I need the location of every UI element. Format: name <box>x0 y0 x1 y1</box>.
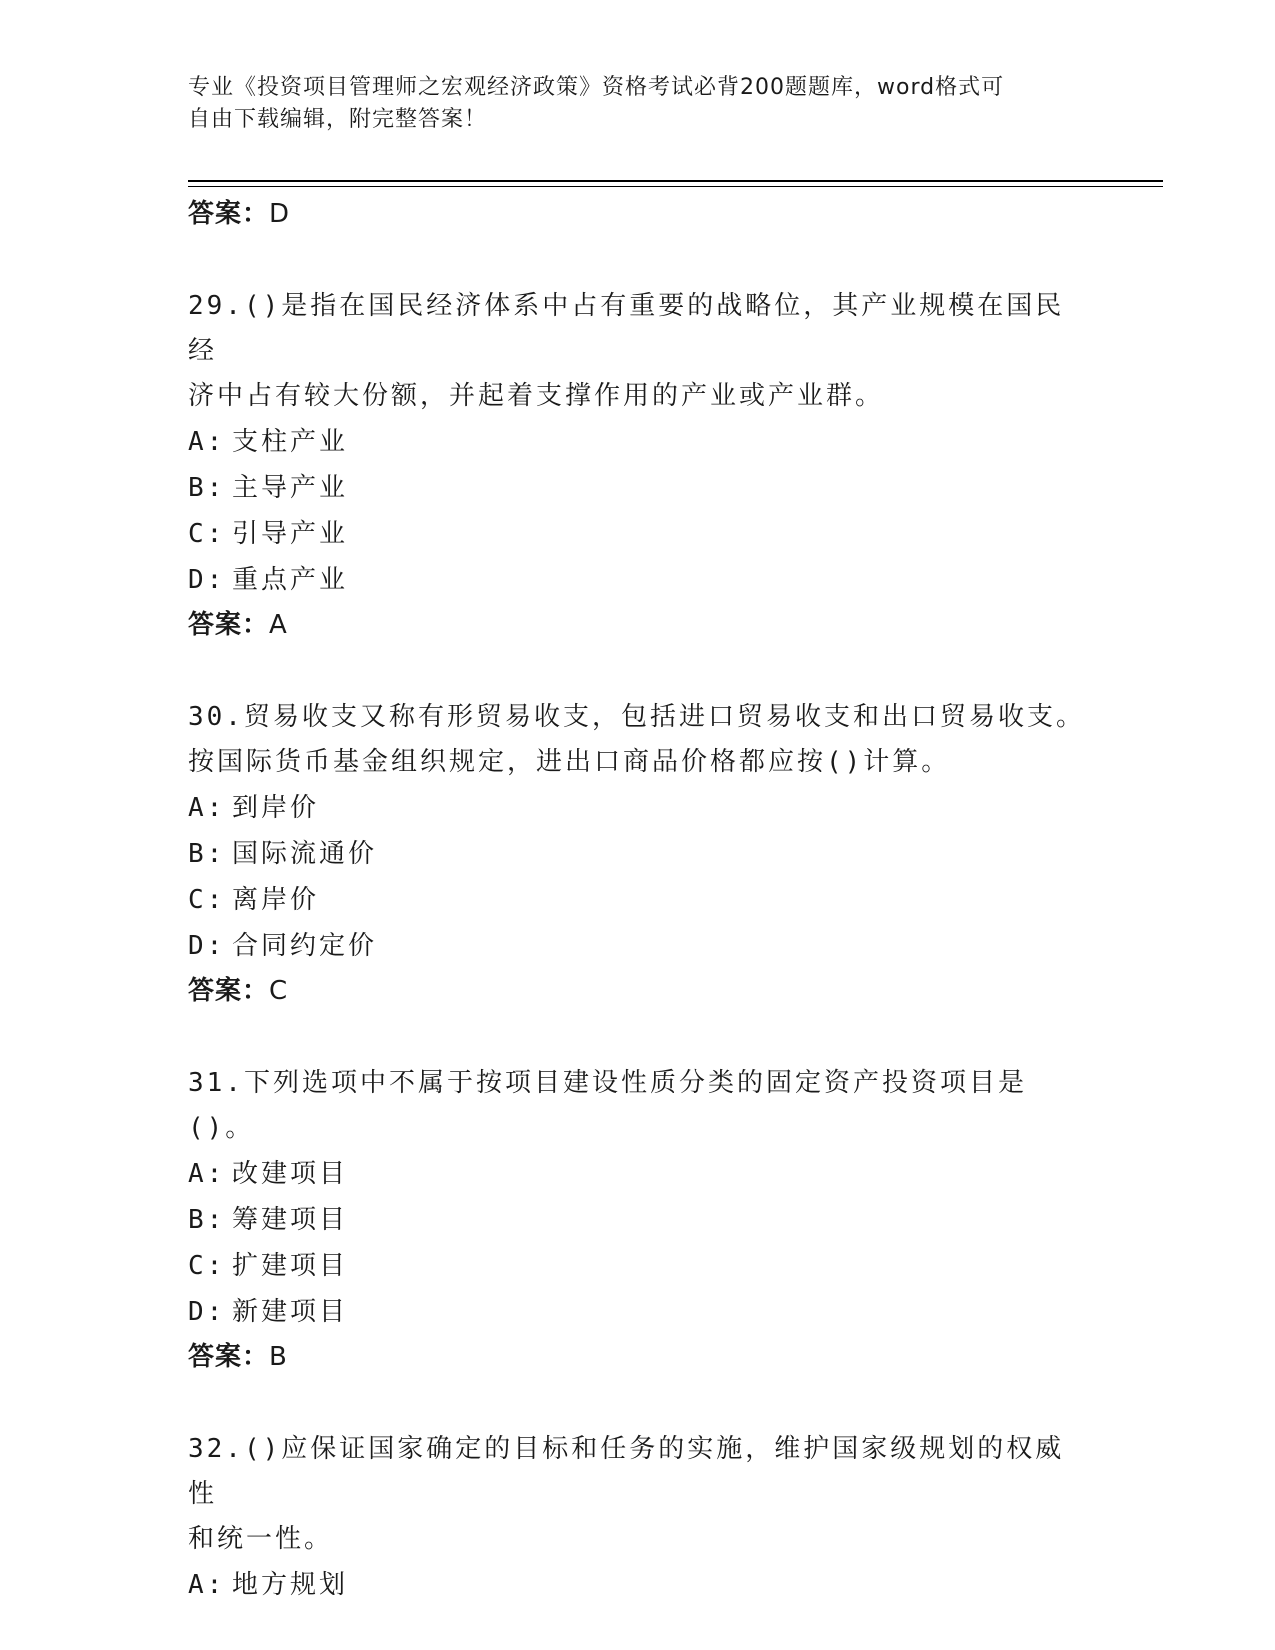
option-d <box>188 1289 1088 1335</box>
question-text-line: 31.下列选项中不属于按项目建设性质分类的固定资产投资项目是()。 <box>188 1068 1027 1143</box>
question-text-line: 按国际货币基金组织规定，进出口商品价格都应按()计算。 <box>188 747 951 777</box>
question-31 <box>188 1061 1088 1379</box>
header-rule-thin <box>188 186 1163 187</box>
option-d <box>188 923 1088 969</box>
option-c <box>188 877 1088 923</box>
answer-label: 答案： <box>188 1342 270 1372</box>
question-text-line: 30.贸易收支又称有形贸易收支，包括进口贸易收支和出口贸易收支。 <box>188 702 1085 732</box>
option-a <box>188 1562 1088 1608</box>
option-b <box>188 1197 1088 1243</box>
question-text-line: 济中占有较大份额，并起着支撑作用的产业或产业群。 <box>188 381 885 411</box>
option-text: 筹建项目 <box>232 1205 349 1235</box>
question-answer <box>188 603 1088 647</box>
answer-value: B <box>269 1342 288 1372</box>
option-letter: B: <box>188 1205 226 1235</box>
previous-answer <box>188 192 1088 236</box>
question-29 <box>188 284 1088 647</box>
option-letter: A: <box>188 793 226 823</box>
option-letter: B: <box>188 473 226 503</box>
option-letter: B: <box>188 839 226 869</box>
option-letter: A: <box>188 427 226 457</box>
option-letter: D: <box>188 931 226 961</box>
option-text: 到岸价 <box>232 793 320 823</box>
answer-value: C <box>269 976 289 1006</box>
question-text <box>188 695 1088 785</box>
answer-label: 答案： <box>188 610 270 640</box>
question-text <box>188 1427 1088 1562</box>
option-c <box>188 511 1088 557</box>
question-answer <box>188 969 1088 1013</box>
option-a <box>188 1151 1088 1197</box>
header-rule-thick <box>188 180 1163 182</box>
option-text: 支柱产业 <box>232 427 349 457</box>
question-answer <box>188 1335 1088 1379</box>
option-letter: A: <box>188 1570 226 1600</box>
option-letter: D: <box>188 565 226 595</box>
option-letter: C: <box>188 1251 226 1281</box>
question-text-line: 和统一性。 <box>188 1524 334 1554</box>
answer-label: 答案： <box>188 199 270 229</box>
option-letter: A: <box>188 1159 226 1189</box>
option-letter: C: <box>188 885 226 915</box>
answer-label: 答案： <box>188 976 270 1006</box>
answer-value: D <box>269 199 291 229</box>
option-c <box>188 1243 1088 1289</box>
option-text: 地方规划 <box>232 1570 349 1600</box>
question-text-line: 32.()应保证国家确定的目标和任务的实施，维护国家级规划的权威性 <box>188 1434 1065 1509</box>
document-header <box>188 72 1068 136</box>
header-line-1: 专业《投资项目管理师之宏观经济政策》资格考试必背200题题库，word格式可 <box>188 75 1005 100</box>
option-text: 主导产业 <box>232 473 349 503</box>
question-text <box>188 284 1088 419</box>
question-text <box>188 1061 1088 1151</box>
answer-value: A <box>269 610 288 640</box>
option-text: 合同约定价 <box>232 931 378 961</box>
question-30 <box>188 695 1088 1013</box>
option-b <box>188 465 1088 511</box>
option-d <box>188 557 1088 603</box>
question-content <box>188 192 1088 1608</box>
question-text-line: 29.()是指在国民经济体系中占有重要的战略位，其产业规模在国民经 <box>188 291 1065 366</box>
option-b <box>188 831 1088 877</box>
option-letter: D: <box>188 1297 226 1327</box>
header-line-2: 自由下载编辑，附完整答案！ <box>188 107 488 132</box>
option-text: 离岸价 <box>232 885 320 915</box>
option-text: 改建项目 <box>232 1159 349 1189</box>
option-a <box>188 785 1088 831</box>
option-a <box>188 419 1088 465</box>
option-text: 新建项目 <box>232 1297 349 1327</box>
option-text: 扩建项目 <box>232 1251 349 1281</box>
option-text: 引导产业 <box>232 519 349 549</box>
option-letter: C: <box>188 519 226 549</box>
option-text: 国际流通价 <box>232 839 378 869</box>
question-32 <box>188 1427 1088 1608</box>
option-text: 重点产业 <box>232 565 349 595</box>
